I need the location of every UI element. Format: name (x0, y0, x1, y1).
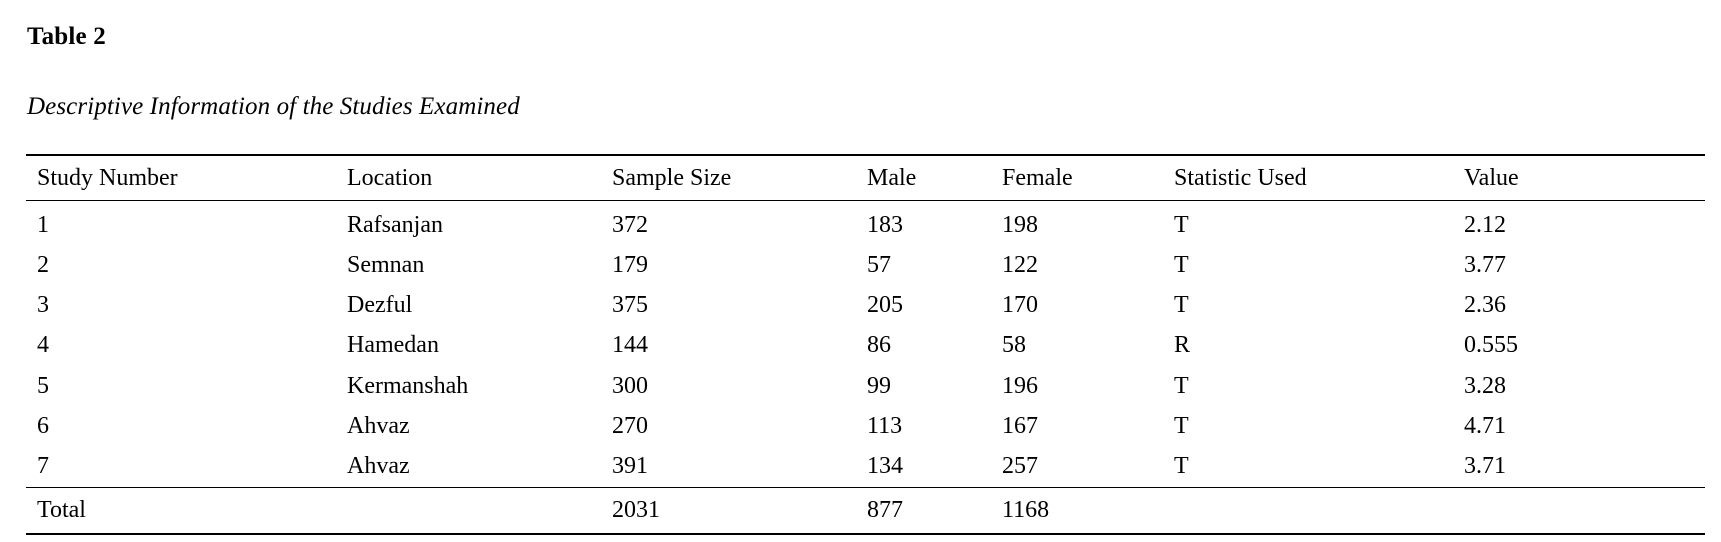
cell-total-female: 1168 (1002, 487, 1174, 534)
cell-location: Ahvaz (347, 412, 410, 439)
cell-statistic-used: T (1174, 292, 1189, 319)
cell-study-number: 7 (37, 452, 49, 479)
table-row (26, 407, 1705, 447)
cell-value: 4.71 (1464, 412, 1506, 439)
cell-male: 113 (867, 412, 903, 439)
cell-sample-size: 375 (612, 292, 648, 319)
cell-statistic-used: T (1174, 212, 1189, 239)
cell-female: 122 (1002, 252, 1038, 279)
cell-female: 167 (1002, 412, 1038, 439)
column-header-statistic-used: Statistic Used (1174, 155, 1464, 201)
cell-male: 86 (867, 332, 891, 359)
table-row (26, 286, 1705, 326)
cell-location: Kermanshah (347, 372, 469, 399)
cell-total-value (1464, 487, 1705, 534)
cell-value: 3.28 (1464, 372, 1506, 399)
table-container (26, 154, 1695, 535)
cell-study-number: 3 (37, 292, 49, 319)
column-header-sample-size: Sample Size (612, 155, 867, 201)
table-label: Table 2 (27, 23, 106, 50)
cell-location: Semnan (347, 252, 425, 279)
cell-sample-size: 270 (612, 412, 648, 439)
cell-sample-size: 300 (612, 372, 648, 399)
cell-value: 2.12 (1464, 212, 1506, 239)
cell-sample-size: 179 (612, 252, 648, 279)
table-row (26, 326, 1705, 366)
cell-male: 205 (867, 292, 903, 319)
cell-male: 57 (867, 252, 891, 279)
table-row (26, 367, 1705, 407)
cell-value: 0.555 (1464, 332, 1518, 359)
cell-female: 198 (1002, 212, 1038, 239)
cell-location: Ahvaz (347, 452, 410, 479)
cell-male: 183 (867, 212, 903, 239)
cell-study-number: 2 (37, 252, 49, 279)
cell-statistic-used: T (1174, 452, 1189, 479)
cell-sample-size: 391 (612, 452, 648, 479)
cell-value: 3.77 (1464, 252, 1506, 279)
cell-total-male: 877 (867, 487, 1002, 534)
table-total-row (26, 487, 1705, 534)
cell-female: 170 (1002, 292, 1038, 319)
cell-female: 257 (1002, 452, 1038, 479)
column-header-male: Male (867, 155, 1002, 201)
table-header (26, 155, 1705, 201)
descriptive-information-table (26, 154, 1705, 535)
cell-total-sample-size: 2031 (612, 487, 867, 534)
table-row (26, 246, 1705, 286)
cell-location: Hamedan (347, 332, 439, 359)
cell-sample-size: 144 (612, 332, 648, 359)
table-row (26, 201, 1705, 247)
table-caption: Descriptive Information of the Studies Examined (27, 93, 520, 120)
cell-statistic-used: T (1174, 372, 1189, 399)
cell-value: 3.71 (1464, 452, 1506, 479)
cell-male: 99 (867, 372, 891, 399)
cell-total-location (347, 487, 612, 534)
cell-value: 2.36 (1464, 292, 1506, 319)
cell-statistic-used: T (1174, 252, 1189, 279)
table-body (26, 201, 1705, 534)
cell-total-statistic-used (1174, 487, 1464, 534)
cell-study-number: 5 (37, 372, 49, 399)
column-header-location: Location (347, 155, 612, 201)
cell-statistic-used: T (1174, 412, 1189, 439)
cell-female: 58 (1002, 332, 1026, 359)
cell-study-number: 1 (37, 212, 49, 239)
cell-study-number: 4 (37, 332, 49, 359)
cell-female: 196 (1002, 372, 1038, 399)
cell-total-label: Total (26, 487, 347, 534)
column-header-value: Value (1464, 155, 1705, 201)
cell-male: 134 (867, 452, 903, 479)
cell-statistic-used: R (1174, 332, 1191, 359)
column-header-study-number: Study Number (26, 155, 347, 201)
table-row (26, 447, 1705, 488)
cell-study-number: 6 (37, 412, 49, 439)
cell-sample-size: 372 (612, 212, 648, 239)
cell-location: Rafsanjan (347, 212, 443, 239)
cell-location: Dezful (347, 292, 413, 319)
column-header-female: Female (1002, 155, 1174, 201)
table-header-row (26, 155, 1705, 201)
